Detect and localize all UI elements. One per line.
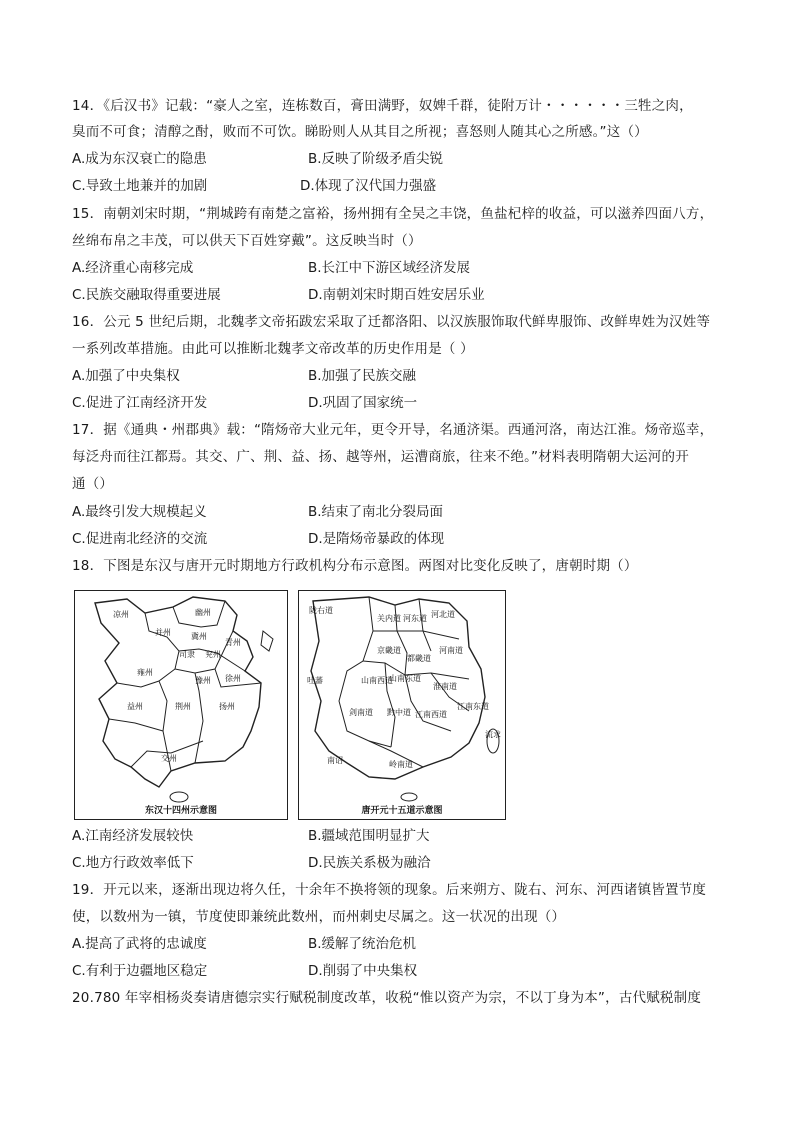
q18-option-b[interactable]: B.疆域范围明显扩大	[308, 828, 430, 844]
tang-kaiyuan-map-caption: 唐开元十五道示意图	[361, 806, 443, 816]
q18-option-a[interactable]: A.江南经济发展较快	[72, 828, 194, 844]
q17-option-c[interactable]: C.促进南北经济的交流	[72, 531, 208, 547]
map-label-bingzhou: 并州	[155, 628, 171, 637]
q14-line2: 臭而不可食；清醇之酎，败而不可饮。睇盼则人从其目之所视；喜怒则人随其心之所感。”这（）	[72, 124, 648, 140]
map-label-yanzhou: 兖州	[205, 650, 221, 659]
tang-kaiyuan-map-drawing	[299, 591, 505, 819]
map-label-shannan-west: 山南西道	[361, 676, 393, 685]
q19-line1: 19．开元以来，逐渐出现边将久任，十余年不换将领的现象。后来朔方、陇右、河东、河西诸镇皆置节度	[72, 882, 707, 898]
q17-line1: 17．据《通典・州郡典》载：“隋炀帝大业元年，更令开导，名通济渠。西通河洛，南达江淮。炀帝巡幸，	[72, 422, 714, 438]
map-label-jingzhou: 荆州	[175, 702, 191, 711]
map-label-jizhou: 冀州	[191, 632, 207, 641]
q16-option-a[interactable]: A.加强了中央集权	[72, 368, 180, 384]
map-label-yizhou: 益州	[127, 702, 143, 711]
q18-line1: 18．下图是东汉与唐开元时期地方行政机构分布示意图。两图对比变化反映了，唐朝时期（）	[72, 558, 638, 574]
q17-line2: 每泛舟而往江都焉。其交、广、荆、益、扬、越等州，运漕商旅，往来不绝。”材料表明隋朝大运河的开	[72, 449, 689, 465]
q19-option-d[interactable]: D.削弱了中央集权	[308, 963, 418, 979]
q15-option-b[interactable]: B.长江中下游区域经济发展	[308, 260, 471, 276]
map-label-jiaozhou: 交州	[161, 754, 177, 763]
q18-option-c[interactable]: C.地方行政效率低下	[72, 855, 194, 871]
map-label-lingnan: 岭南道	[389, 760, 413, 769]
map-label-yongzhou: 雍州	[137, 668, 153, 677]
q18-option-d[interactable]: D.民族关系极为融洽	[308, 855, 431, 871]
map-label-jiangnan-east: 江南东道	[457, 702, 489, 711]
q14-option-d[interactable]: D.体现了汉代国力强盛	[300, 178, 437, 194]
map-label-shannan-east: 山南东道	[389, 674, 421, 683]
tang-kaiyuan-map	[298, 590, 506, 820]
map-label-duji: 都畿道	[407, 654, 431, 663]
q19-option-a[interactable]: A.提高了武将的忠诚度	[72, 936, 207, 952]
q14-option-c[interactable]: C.导致土地兼并的加剧	[72, 178, 208, 194]
map-label-jingji: 京畿道	[377, 646, 401, 655]
q14-line1: 14．《后汉书》记载：“豪人之室，连栋数百，膏田满野，奴婢千群，徒附万计・・・・・・三牲之肉，	[72, 98, 693, 114]
q20-line1: 20.780 年宰相杨炎奏请唐德宗实行赋税制度改革，收税“惟以资产为宗，不以丁身为本”，古代赋税制度	[72, 990, 702, 1006]
q19-option-b[interactable]: B.缓解了统治危机	[308, 936, 417, 952]
q15-option-a[interactable]: A.经济重心南移完成	[72, 260, 194, 276]
q19-option-c[interactable]: C.有利于边疆地区稳定	[72, 963, 208, 979]
q15-option-d[interactable]: D.南朝刘宋时期百姓安居乐业	[308, 287, 485, 303]
q14-option-a[interactable]: A.成为东汉衰亡的隐患	[72, 151, 207, 167]
q15-line1: 15．南朝刘宋时期，“荆城跨有南楚之富裕，扬州拥有全吴之丰饶，鱼盐杞梓的收益，可以滋养四面八方，	[72, 206, 714, 222]
map-label-nanzhao: 南诏	[327, 756, 343, 765]
eastern-han-map-caption: 东汉十四州示意图	[144, 806, 217, 816]
map-label-liuqiu: 流求	[485, 730, 501, 739]
map-label-jiannan: 剑南道	[349, 708, 373, 717]
map-label-yangzhou: 扬州	[219, 702, 235, 711]
q15-option-c[interactable]: C.民族交融取得重要进展	[72, 287, 221, 303]
map-label-henan: 河南道	[439, 646, 463, 655]
map-label-xuzhou: 徐州	[225, 674, 241, 683]
map-label-qianzhong: 黔中道	[387, 708, 411, 717]
map-label-youzhou: 幽州	[195, 608, 211, 617]
map-label-huainan: 淮南道	[433, 682, 457, 691]
q16-option-b[interactable]: B.加强了民族交融	[308, 368, 417, 384]
map-label-liangzhou: 凉州	[113, 610, 129, 619]
map-label-hedong: 河东道	[403, 614, 427, 623]
map-label-longyou: 陇右道	[309, 606, 333, 615]
eastern-han-map-drawing	[75, 591, 287, 819]
map-label-sili: 司隶	[179, 650, 195, 659]
map-label-qingzhou: 青州	[225, 638, 241, 647]
map-label-hebei: 河北道	[431, 610, 455, 619]
q19-line2: 使，以数州为一镇，节度使即兼统此数州，而州刺史尽属之。这一状况的出现（）	[72, 909, 566, 925]
map-label-tubo: 吐蕃	[307, 676, 323, 685]
q17-option-b[interactable]: B.结束了南北分裂局面	[308, 504, 444, 520]
q17-option-d[interactable]: D.是隋炀帝暴政的体现	[308, 531, 445, 547]
q16-line2: 一系列改革措施。由此可以推断北魏孝文帝改革的历史作用是（ ）	[72, 341, 474, 357]
q14-option-b[interactable]: B.反映了阶级矛盾尖锐	[308, 151, 444, 167]
q16-option-d[interactable]: D.巩固了国家统一	[308, 395, 418, 411]
q17-option-a[interactable]: A.最终引发大规模起义	[72, 504, 207, 520]
map-label-yuzhou: 豫州	[195, 676, 211, 685]
q16-option-c[interactable]: C.促进了江南经济开发	[72, 395, 208, 411]
map-label-jiangnan-west: 江南西道	[415, 710, 447, 719]
q16-line1: 16．公元 5 世纪后期，北魏孝文帝拓跋宏采取了迁都洛阳、以汉族服饰取代鲜卑服饰、改鲜卑姓为汉姓等	[72, 314, 711, 330]
map-label-guannei: 关内道	[377, 614, 401, 623]
q17-line3: 通（）	[72, 476, 114, 492]
q15-line2: 丝绵布帛之丰茂，可以供天下百姓穿戴”。这反映当时（）	[72, 233, 422, 249]
eastern-han-map	[74, 590, 288, 820]
